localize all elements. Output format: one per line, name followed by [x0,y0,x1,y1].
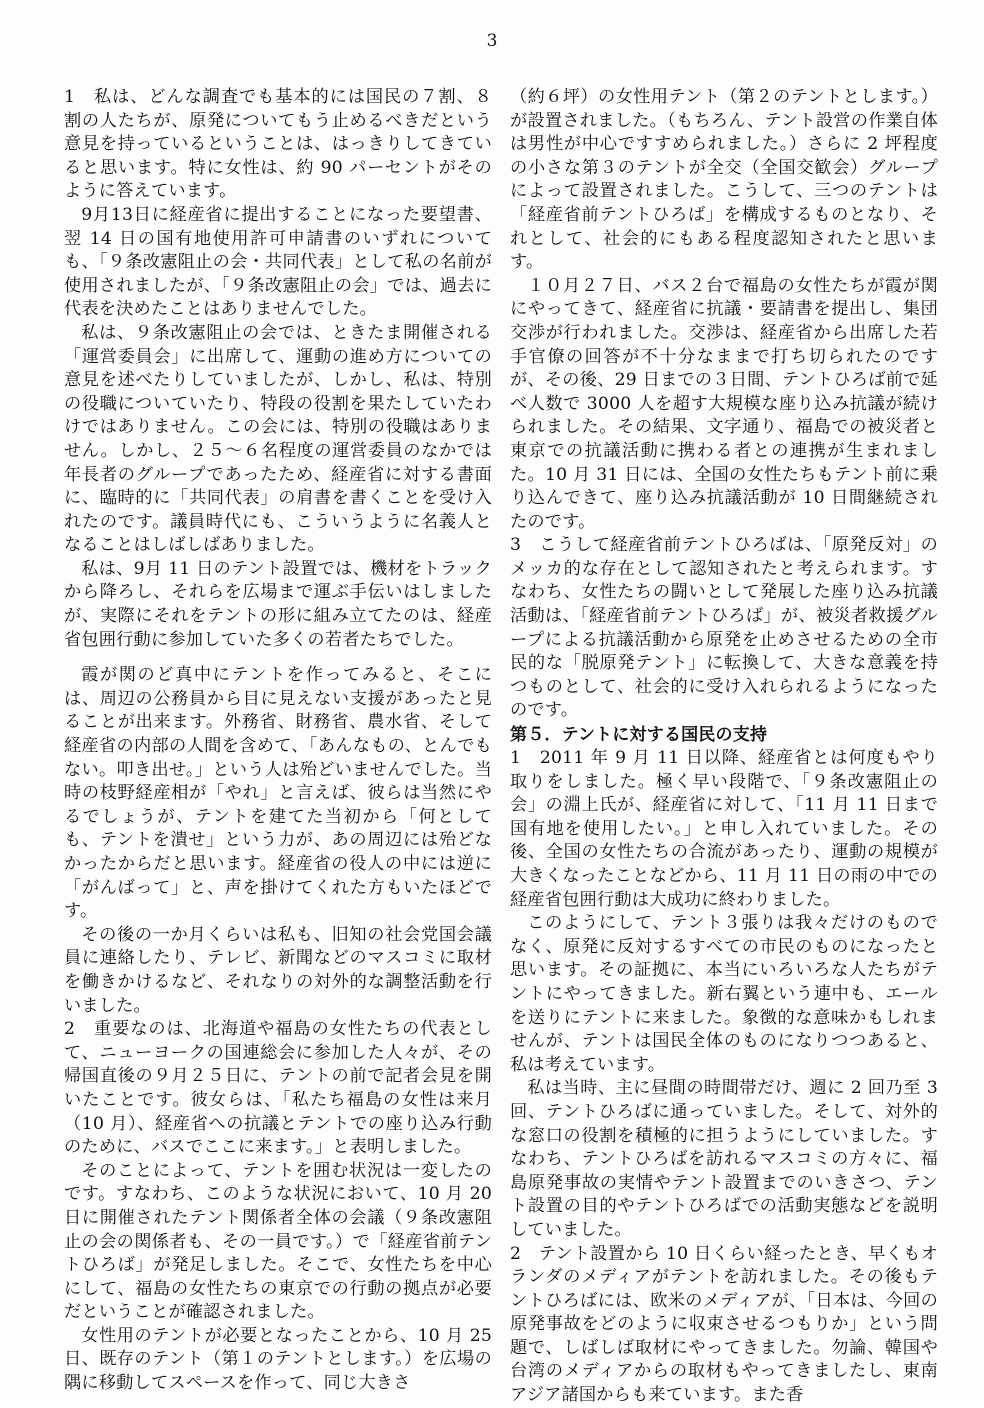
paragraph-2: 9月13日に経産省に提出することになった要望書、翌 14 日の国有地使用許可申請書のいずれについても、「９条改憲阻止の会・共同代表」として私の名前が使用されましたが、「９条改憲阻止の会」では、過去に代表を決めたことはありませんでした。 [64,204,492,320]
paragraph-7: 2 重要なのは、北海道や福島の女性たちの代表として、ニューヨークの国連総会に参加した人々が、その帰国直後の９月２５日に、テントの前で記者会見を開いたことです。彼女らは、「私たち福島の女性は来月（10 月）、経産省への抗議とテントでの座り込み行動のために、バスでここに来ます。」と表明しました。 [64,1019,492,1158]
paragraph-4: 私は、9月 11 日のテント設置では、機材をトラックから降ろし、それらを広場まで運ぶ手伝いはしましたが、実際にそれをテントの形に組み立てたのは、経産省包囲行動に参加していた多くの若者たちでした。 [64,558,492,650]
left-column [64,86,492,1396]
paragraph-1: 1 私は、どんな調査でも基本的には国民の７割、８割の人たちが、原発についてもう止めるべきだという意見を持っているということは、はっきりしてきていると思います。特に女性は、約 90 パーセントがそのように答えています。 [64,87,492,202]
paragraph-6: その後の一か月くらいは私も、旧知の社会党国会議員に連絡したり、テレビ、新聞などのマスコミに取材を働きかけるなど、それなりの対外的な調整活動を行いました。 [64,924,492,1016]
paragraph-12: 3 こうして経産省前テントひろばは、「原発反対」のメッカ的な存在として認知されたと考えられます。すなわち、女性たちの闘いとして発展した座り込み抗議活動は、「経産省前テントひろば」が、被災者救援グループによる抗議活動から原発を止めさせるための全市民的な「脱原発テント」に転換して、大きな意義を持つものとして、社会的に受け入れられるようになったのです。 [510,535,938,721]
paragraph-16: 2 テント設置から 10 日くらい経ったとき、早くもオランダのメディアがテントを訪れました。その後もテントひろばには、欧米のメディアが、「日本は、今回の原発事故をどのように収束させるつもりか」という問題で、しばしば取材にやってきました。勿論、韓国や台湾のメディアからの取材もやってきましたし、東南アジア諸国からも来ています。また香 [510,1243,938,1406]
paragraph-8: そのことによって、テントを囲む状況は一変したのです。すなわち、このような状況において、10 月 20 日に開催されたテント関係者全体の会議（９条改憲阻止の会の関係者も、その一員です。）で「経産省前テントひろば」が発足しました。そこで、女性たちを中心にして、福島の女性たちの東京での行動の拠点が必要だということが確認されました。 [64,1160,492,1323]
paragraph-11: １０月２７日、バス２台で福島の女性たちが霞が関にやってきて、経産省に抗議・要請書を提出し、集団交渉が行われました。交渉は、経産省から出席した若手官僚の回答が不十分なままで打ち切られたのですが、その後、29 日までの３日間、テントひろば前で延べ人数で 3000 人を超す大規模な座り込み抗議が続けられました。その結果、文字通り、福島での被災者と東京での抗議活動に携わる者との連携が生まれました。10 月 31 日には、全国の女性たちもテント前に乗り込んできて、座り込み抗議活動が 10 日間継続されたのです。 [510,275,938,532]
paragraph-5: 霞が関のど真中にテントを作ってみると、そこには、周辺の公務員から目に見えない支援があったと見ることが出来ます。外務省、財務省、農水省、そして経産省の内部の人間を含めて、「あんなもの、とんでもない。叩き出せ。」という人は殆どいませんでした。当時の枝野経産相が「やれ」と言えば、彼らは当然にやるでしょうが、テントを建てた当初から「何としても、テントを潰せ」という力が、あの周辺には殆どなかったからだと思います。経産省の役人の中には逆に「がんばって」と、声を掛けてくれた方もいたほどです。 [64,665,492,922]
paragraph-3: 私は、９条改憲阻止の会では、ときたま開催される「運営委員会」に出席して、運動の進め方についての意見を述べたりしていましたが、しかし、私は、特別の役職についていたり、特段の役割を果たしていたわけではありません。この会には、特別の役職はありません。しかし、２５～６名程度の運営委員のなかでは年長者のグループであったため、経産省に対する書面に、臨時的に「共同代表」の肩書を書くことを受け入れたのです。議員時代にも、こういうように名義人となることはしばしばありました。 [64,322,492,556]
paragraph-14: このようにして、テント３張りは我々だけのものでなく、原発に反対するすべての市民のものになったと思います。その証拠に、本当にいろいろな人たちがテントにやってきました。新右翼という連中も、エールを送りにテントに来ました。象徴的な意味かもしれませんが、テントは国民全体のものになりつつあると、私は考えています。 [510,913,938,1075]
right-column [510,86,938,1408]
paragraph-13: 1 2011 年 9 月 11 日以降、経産省とは何度もやり取りをしました。極く早い段階で、「９条改憲阻止の会」の淵上氏が、経産省に対して、「11 月 11 日まで国有地を使用したい。」と申し入れていました。その後、全国の女性たちの合流があったり、運動の規模が大きくなったことなどから、11 月 11 日の雨の中での経産省包囲行動は大成功に終わりました。 [510,748,938,910]
page-number: 3 [486,31,498,51]
paragraph-10: （約６坪）の女性用テント（第２のテントとします。）が設置されました。（もちろん、テント設営の作業自体は男性が中心ですすめられました。）さらに 2 坪程度の小さな第３のテントが全交（全国交歓会）グループによって設置されました。こうして、三つのテントは「経産省前テントひろば」を構成するものとなり、それとして、社会的にもある程度認知されたと思います。 [510,87,938,273]
paragraph-9: 女性用のテントが必要となったことから、10 月 25 日、既存のテント（第１のテントとします。）を広場の隅に移動してスペースを作って、同じ大きさ [64,1325,492,1394]
paragraph-15: 私は当時、主に昼間の時間帯だけ、週に 2 回乃至 3 回、テントひろばに通っていました。そして、対外的な窓口の役割を積極的に担うようにしていました。すなわち、テントひろばを訪れるマスコミの方々に、福島原発事故の実情やテント設置までのいきさつ、テント設置の目的やテントひろばでの活動実態などを説明していました。 [510,1078,938,1240]
section-heading: 第５．テントに対する国民の支持 [510,725,768,746]
